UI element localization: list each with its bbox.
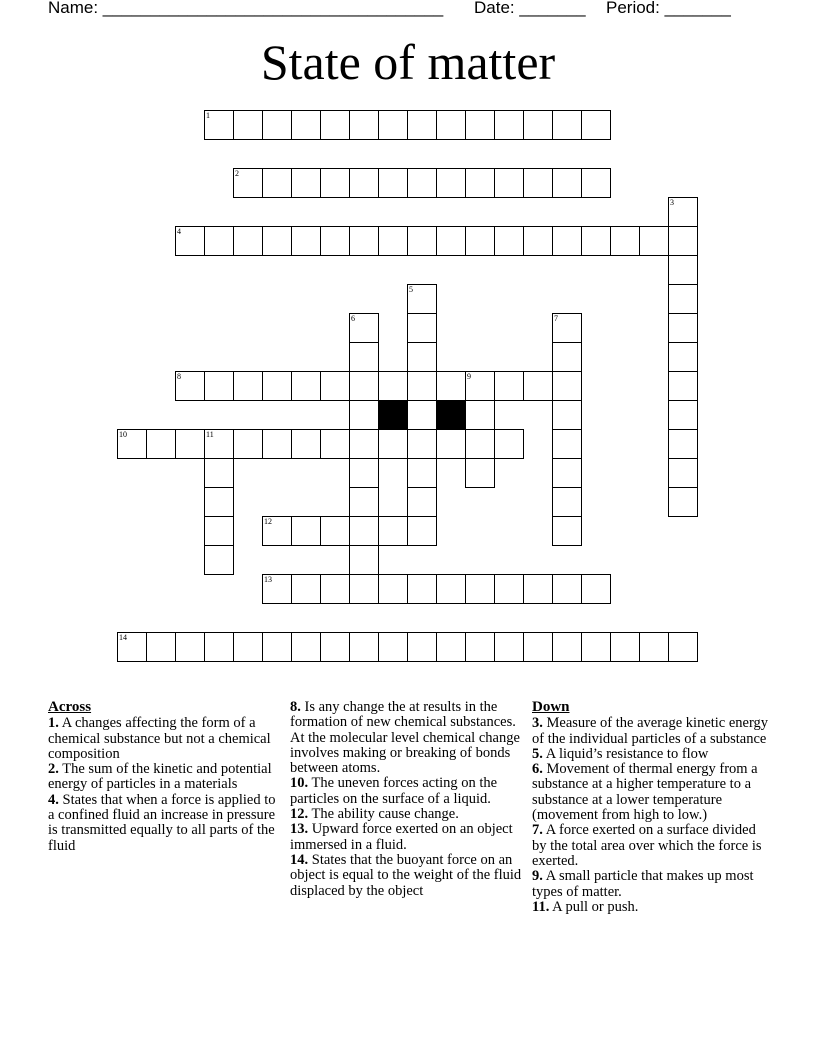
grid-cell[interactable] (291, 168, 321, 198)
grid-cell[interactable] (465, 632, 495, 662)
grid-cell[interactable] (349, 342, 379, 372)
grid-cell-blocked (436, 400, 466, 430)
grid-cell[interactable] (175, 632, 205, 662)
grid-cell[interactable] (407, 632, 437, 662)
grid-cell[interactable] (378, 371, 408, 401)
grid-cell[interactable] (465, 458, 495, 488)
grid-cell[interactable] (407, 371, 437, 401)
grid-cell[interactable] (407, 429, 437, 459)
clue-number: 3 (670, 198, 674, 207)
clue-number: 8 (177, 372, 181, 381)
grid-cell[interactable] (262, 226, 292, 256)
grid-cell[interactable] (407, 516, 437, 546)
clue-number: 10 (119, 430, 127, 439)
grid-cell[interactable] (320, 516, 350, 546)
grid-cell[interactable] (204, 487, 234, 517)
grid-cell[interactable] (465, 574, 495, 604)
grid-cell[interactable] (233, 632, 263, 662)
page-title: State of matter (260, 34, 556, 90)
grid-cell[interactable] (436, 429, 466, 459)
grid-cell[interactable] (436, 110, 466, 140)
grid-cell[interactable] (552, 632, 582, 662)
clue-number: 2 (235, 169, 239, 178)
clue-down-11: 11. A pull or push. (532, 898, 639, 915)
grid-cell[interactable] (581, 574, 611, 604)
clue-down-6: 6. Movement of thermal energy from a substance at a higher temperature to a substance at a lower temperature (movement from high to low.) (532, 761, 758, 824)
grid-cell[interactable] (407, 574, 437, 604)
grid-cell[interactable] (552, 226, 582, 256)
grid-cell[interactable] (146, 632, 176, 662)
grid-cell[interactable] (378, 168, 408, 198)
date-field[interactable]: Date: _______ (474, 0, 586, 17)
grid-cell[interactable] (581, 226, 611, 256)
grid-cell[interactable] (639, 226, 669, 256)
grid-cell[interactable] (523, 632, 553, 662)
grid-cell[interactable] (523, 226, 553, 256)
clue-down-5: 5. A liquid’s resistance to flow (532, 745, 709, 762)
grid-cell[interactable] (349, 545, 379, 575)
clue-number: 7 (554, 314, 558, 323)
grid-cell[interactable] (465, 110, 495, 140)
grid-cell[interactable] (204, 226, 234, 256)
grid-cell[interactable] (407, 110, 437, 140)
grid-cell[interactable] (320, 632, 350, 662)
grid-cell[interactable] (552, 342, 582, 372)
grid-cell[interactable] (262, 632, 292, 662)
grid-cell[interactable] (523, 574, 553, 604)
grid-cell[interactable] (349, 400, 379, 430)
grid-cell[interactable] (262, 516, 292, 546)
grid-cell[interactable] (523, 371, 553, 401)
grid-cell[interactable] (204, 545, 234, 575)
grid-cell[interactable] (378, 429, 408, 459)
grid-cell[interactable] (175, 371, 205, 401)
across-heading: Across (48, 699, 92, 715)
clue-number: 5 (409, 285, 413, 294)
clue-across-1: 1. A changes affecting the form of a chemical substance but not a chemical composition (48, 715, 271, 762)
clue-number: 1 (206, 111, 210, 120)
grid-cell[interactable] (436, 168, 466, 198)
grid-cell[interactable] (233, 371, 263, 401)
grid-cell[interactable] (349, 168, 379, 198)
grid-cell[interactable] (552, 458, 582, 488)
grid-cell[interactable] (117, 429, 147, 459)
grid-cell[interactable] (349, 574, 379, 604)
grid-cell[interactable] (320, 168, 350, 198)
grid-cell[interactable] (668, 458, 698, 488)
grid-cell[interactable] (349, 458, 379, 488)
grid-cell[interactable] (552, 168, 582, 198)
clue-number: 11 (206, 430, 214, 439)
grid-cell[interactable] (291, 371, 321, 401)
grid-cell[interactable] (581, 110, 611, 140)
grid-cell[interactable] (407, 313, 437, 343)
grid-cell[interactable] (494, 429, 524, 459)
grid-cell[interactable] (552, 110, 582, 140)
grid-cell[interactable] (668, 487, 698, 517)
across-clues (48, 700, 280, 854)
grid-cell[interactable] (407, 284, 437, 314)
grid-cell[interactable] (465, 168, 495, 198)
grid-cell[interactable] (465, 226, 495, 256)
clue-down-3: 3. Measure of the average kinetic energy of the individual particles of a substance (532, 715, 769, 747)
clue-number: 9 (467, 372, 471, 381)
clue-down-9: 9. A small particle that makes up most types of matter. (532, 868, 754, 900)
grid-cell[interactable] (668, 400, 698, 430)
grid-cell[interactable] (494, 371, 524, 401)
grid-cell[interactable] (291, 516, 321, 546)
grid-cell[interactable] (407, 226, 437, 256)
grid-cell[interactable] (668, 632, 698, 662)
grid-cell[interactable] (233, 226, 263, 256)
grid-cell[interactable] (407, 342, 437, 372)
grid-cell[interactable] (668, 342, 698, 372)
grid-cell[interactable] (436, 226, 466, 256)
down-clues (532, 700, 770, 915)
grid-cell[interactable] (436, 371, 466, 401)
down-heading: Down (532, 699, 570, 715)
grid-cell[interactable] (233, 110, 263, 140)
grid-cell[interactable] (552, 371, 582, 401)
grid-cell[interactable] (349, 516, 379, 546)
grid-cell[interactable] (552, 574, 582, 604)
grid-cell[interactable] (552, 487, 582, 517)
clue-number: 4 (177, 227, 181, 236)
grid-cell[interactable] (262, 429, 292, 459)
grid-cell[interactable] (668, 284, 698, 314)
clue-across-13: 13. Upward force exerted on an object immersed in a fluid. (290, 821, 513, 853)
grid-cell[interactable] (668, 429, 698, 459)
grid-cell[interactable] (378, 110, 408, 140)
grid-cell[interactable] (204, 632, 234, 662)
grid-cell[interactable] (610, 226, 640, 256)
grid-cell[interactable] (668, 226, 698, 256)
grid-cell[interactable] (262, 168, 292, 198)
grid-cell[interactable] (204, 110, 234, 140)
grid-cell[interactable] (494, 632, 524, 662)
grid-cell[interactable] (291, 429, 321, 459)
grid-cell[interactable] (349, 429, 379, 459)
clue-across-4: 4. States that when a force is applied to a confined fluid an increase in pressure is transmitted equally to all parts of the fluid (48, 791, 276, 854)
grid-cell[interactable] (610, 632, 640, 662)
grid-cell[interactable] (204, 458, 234, 488)
grid-cell[interactable] (378, 516, 408, 546)
across-clues-continued (290, 700, 526, 899)
grid-cell[interactable] (117, 632, 147, 662)
grid-cell[interactable] (436, 574, 466, 604)
clue-number: 12 (264, 517, 272, 526)
clue-down-7: 7. A force exerted on a surface divided by the total area over which the force is exerted. (532, 822, 762, 869)
grid-cell[interactable] (465, 371, 495, 401)
grid-cell[interactable] (204, 516, 234, 546)
grid-cell[interactable] (523, 168, 553, 198)
grid-cell[interactable] (668, 255, 698, 285)
grid-cell[interactable] (175, 429, 205, 459)
grid-cell[interactable] (552, 313, 582, 343)
grid-cell[interactable] (465, 429, 495, 459)
grid-cell[interactable] (552, 516, 582, 546)
grid-cell[interactable] (668, 197, 698, 227)
clue-across-12: 12. The ability cause change. (290, 806, 459, 823)
grid-cell[interactable] (320, 574, 350, 604)
grid-cell[interactable] (494, 168, 524, 198)
grid-cell[interactable] (262, 110, 292, 140)
clue-across-8: 8. Is any change the at results in the formation of new chemical substances. At the molecular level chemical change involves making or breaking of bonds between atoms. (290, 699, 520, 777)
grid-cell[interactable] (552, 400, 582, 430)
grid-cell[interactable] (668, 313, 698, 343)
grid-cell[interactable] (523, 110, 553, 140)
grid-cell[interactable] (349, 487, 379, 517)
grid-cell[interactable] (494, 110, 524, 140)
grid-cell[interactable] (407, 458, 437, 488)
grid-cell[interactable] (349, 226, 379, 256)
grid-cell[interactable] (291, 632, 321, 662)
grid-cell[interactable] (349, 371, 379, 401)
grid-cell[interactable] (552, 429, 582, 459)
grid-cell[interactable] (291, 226, 321, 256)
grid-cell[interactable] (262, 371, 292, 401)
grid-cell[interactable] (146, 429, 176, 459)
grid-cell[interactable] (291, 110, 321, 140)
grid-cell[interactable] (349, 632, 379, 662)
grid-cell[interactable] (291, 574, 321, 604)
grid-cell[interactable] (320, 226, 350, 256)
grid-cell[interactable] (175, 226, 205, 256)
grid-cell[interactable] (668, 371, 698, 401)
grid-cell[interactable] (494, 226, 524, 256)
grid-cell[interactable] (320, 371, 350, 401)
clue-number: 13 (264, 575, 272, 584)
grid-cell[interactable] (204, 429, 234, 459)
grid-cell[interactable] (378, 574, 408, 604)
grid-cell[interactable] (378, 632, 408, 662)
grid-cell[interactable] (349, 313, 379, 343)
clue-number: 6 (351, 314, 355, 323)
grid-cell[interactable] (436, 632, 466, 662)
name-field[interactable]: Name: ____________________________________ (48, 0, 444, 17)
grid-cell[interactable] (407, 400, 437, 430)
clue-across-2: 2. The sum of the kinetic and potential energy of particles in a materials (48, 761, 272, 793)
grid-cell[interactable] (581, 632, 611, 662)
grid-cell[interactable] (320, 110, 350, 140)
grid-cell[interactable] (465, 400, 495, 430)
grid-cell-blocked (378, 400, 408, 430)
clue-across-10: 10. The uneven forces acting on the particles on the surface of a liquid. (290, 775, 498, 807)
grid-cell[interactable] (407, 168, 437, 198)
grid-cell[interactable] (407, 487, 437, 517)
grid-cell[interactable] (233, 168, 263, 198)
clue-number: 14 (119, 633, 127, 642)
grid-cell[interactable] (204, 371, 234, 401)
grid-cell[interactable] (639, 632, 669, 662)
grid-cell[interactable] (320, 429, 350, 459)
grid-cell[interactable] (378, 226, 408, 256)
grid-cell[interactable] (262, 574, 292, 604)
grid-cell[interactable] (233, 429, 263, 459)
clue-across-14: 14. States that the buoyant force on an object is equal to the weight of the fluid displaced by the object (290, 851, 522, 899)
grid-cell[interactable] (349, 110, 379, 140)
grid-cell[interactable] (581, 168, 611, 198)
period-field[interactable]: Period: _______ (606, 0, 731, 17)
grid-cell[interactable] (494, 574, 524, 604)
